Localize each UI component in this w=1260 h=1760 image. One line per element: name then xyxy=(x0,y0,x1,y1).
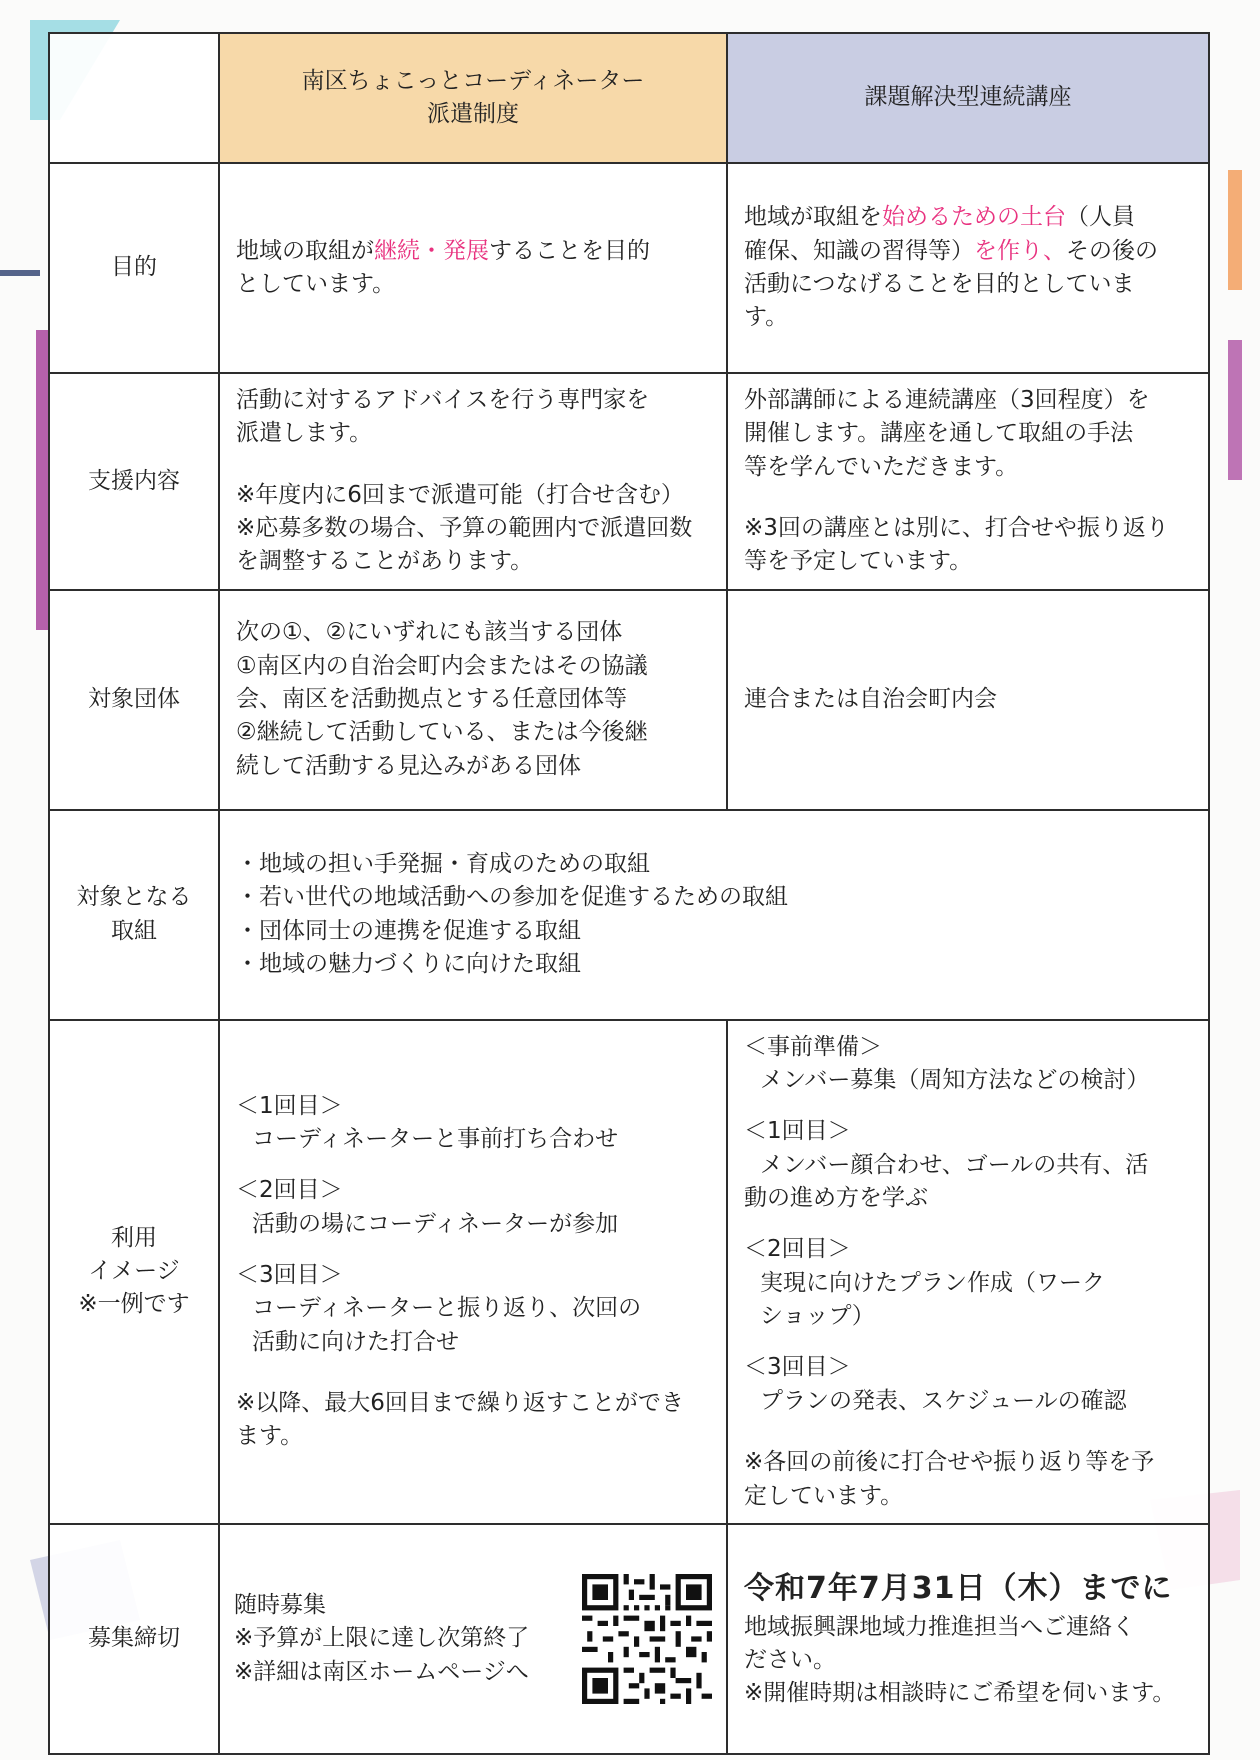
program-comparison-table xyxy=(48,32,1210,1755)
deadline-b-line-3: ※開催時期は相談時にご希望を伺います。 xyxy=(744,1680,1176,1707)
support-a-note-1: ※年度内に6回まで派遣可能（打合せ含む） xyxy=(236,481,684,508)
label-deadline xyxy=(49,1524,219,1754)
label-target-group xyxy=(49,590,219,810)
purpose-a-line-1 xyxy=(236,235,710,268)
qr-code[interactable] xyxy=(582,1574,712,1704)
purpose-b-highlight-2: を作り、 xyxy=(974,237,1066,264)
label-usage-line-1: 利用 xyxy=(111,1224,157,1251)
usage-b-1-title: ＜1回目＞ xyxy=(744,1118,851,1145)
label-purpose xyxy=(49,163,219,373)
target-activity-item-2: ・若い世代の地域活動への参加を促進するための取組 xyxy=(236,884,788,911)
usage-a-note-2: ます。 xyxy=(236,1423,304,1450)
header-serial-lecture xyxy=(727,33,1209,163)
support-a-line-2: 派遣します。 xyxy=(236,420,373,447)
deadline-a-line-1: 随時募集 xyxy=(234,1591,326,1618)
support-coordinator xyxy=(219,373,727,590)
purpose-b-post1: その後の xyxy=(1066,237,1158,264)
target-activity-list xyxy=(219,810,1209,1020)
usage-a-2-line-1: 活動の場にコーディネーターが参加 xyxy=(252,1210,619,1237)
support-a-note-2: ※応募多数の場合、予算の範囲内で派遣回数 xyxy=(236,515,693,542)
purpose-a-pre: 地域の取組が xyxy=(236,237,374,264)
target-group-lecture xyxy=(727,590,1209,810)
label-deadline-text: 募集締切 xyxy=(88,1625,180,1652)
label-support-text: 支援内容 xyxy=(88,467,180,494)
header-a-line-2: 派遣制度 xyxy=(427,101,519,127)
header-empty-cell xyxy=(49,33,219,163)
label-usage xyxy=(49,1020,219,1524)
usage-b-1-line-2: 動の進め方を学ぶ xyxy=(744,1185,928,1212)
deadline-a-line-3: ※詳細は南区ホームページへ xyxy=(234,1658,529,1685)
usage-b-note-2: 定しています。 xyxy=(744,1482,904,1509)
target-group-a-line-5: 続して活動する見込みがある団体 xyxy=(236,752,581,779)
target-activity-item-3: ・団体同士の連携を促進する取組 xyxy=(236,917,581,944)
deadline-b-line-1: 地域振興課地域力推進担当へご連絡く xyxy=(744,1613,1135,1640)
usage-b-0-line-1: メンバー募集（周知方法などの検討） xyxy=(760,1067,1150,1094)
row-usage xyxy=(49,1020,1209,1524)
row-target-group xyxy=(49,590,1209,810)
usage-b-3-line-1: プランの発表、スケジュールの確認 xyxy=(760,1387,1127,1414)
label-target-group-text: 対象団体 xyxy=(88,686,180,713)
purpose-b-mid2: 確保、知識の習得等） xyxy=(744,237,974,264)
header-a-line-1: 南区ちょこっとコーディネーター xyxy=(301,67,645,94)
usage-b-2-line-2: ショップ） xyxy=(760,1303,875,1330)
support-b-line-2: 開催します。講座を通して取組の手法 xyxy=(744,420,1134,447)
support-b-note-1: ※3回の講座とは別に、打合せや振り返り xyxy=(744,515,1169,542)
target-activity-item-4: ・地域の魅力づくりに向けた取組 xyxy=(236,951,581,978)
target-group-coordinator xyxy=(219,590,727,810)
header-b-title: 課題解決型連続講座 xyxy=(864,84,1072,111)
usage-a-3-line-2: 活動に向けた打合せ xyxy=(252,1328,459,1355)
target-group-a-line-1: 次の①、②にいずれにも該当する団体 xyxy=(236,619,623,646)
target-group-a-line-2: ①南区内の自治会町内会またはその協議 xyxy=(236,652,648,679)
target-group-a-line-4: ②継続して活動している、または今後継 xyxy=(236,719,648,746)
usage-a-2-title: ＜2回目＞ xyxy=(236,1177,343,1204)
row-purpose xyxy=(49,163,1209,373)
purpose-b-line-2 xyxy=(744,235,1192,268)
purpose-a-post1: することを目的 xyxy=(489,237,650,264)
usage-b-2-line-1: 実現に向けたプラン作成（ワーク xyxy=(760,1269,1105,1296)
header-coordinator-dispatch xyxy=(219,33,727,163)
usage-b-0-title: ＜事前準備＞ xyxy=(744,1033,882,1060)
usage-lecture xyxy=(727,1020,1209,1524)
label-target-activity-line-2: 取組 xyxy=(111,917,157,944)
usage-b-1-line-1: メンバー顔合わせ、ゴールの共有、活 xyxy=(760,1151,1149,1178)
support-a-line-1: 活動に対するアドバイスを行う専門家を xyxy=(236,387,650,413)
target-group-b: 連合または自治会町内会 xyxy=(744,686,997,713)
usage-a-3-line-1: コーディネーターと振り返り、次回の xyxy=(252,1295,642,1322)
label-purpose-text: 目的 xyxy=(111,254,157,281)
usage-b-3-title: ＜3回目＞ xyxy=(744,1354,851,1381)
purpose-b-pre: 地域が取組を xyxy=(744,204,882,231)
row-deadline xyxy=(49,1524,1209,1754)
support-lecture xyxy=(727,373,1209,590)
row-support xyxy=(49,373,1209,590)
purpose-b-mid1: （人員 xyxy=(1066,204,1135,231)
purpose-b-line-1 xyxy=(744,201,1192,234)
label-usage-line-3: ※一例です xyxy=(78,1291,190,1318)
purpose-b-post2: 活動につなげることを目的としていま xyxy=(744,271,1135,297)
header-row xyxy=(49,33,1209,163)
usage-a-1-title: ＜1回目＞ xyxy=(236,1092,343,1119)
usage-b-note-1: ※各回の前後に打合せや振り返り等を予 xyxy=(744,1449,1155,1476)
deadline-a-text xyxy=(234,1589,529,1689)
target-activity-item-1: ・地域の担い手発掘・育成のための取組 xyxy=(236,851,650,878)
support-b-line-3: 等を学んでいただきます。 xyxy=(744,453,1019,480)
usage-a-1-line-1: コーディネーターと事前打ち合わせ xyxy=(252,1126,619,1153)
label-target-activity xyxy=(49,810,219,1020)
target-group-a-line-3: 会、南区を活動拠点とする任意団体等 xyxy=(236,686,627,713)
purpose-b-post3: す。 xyxy=(744,304,789,331)
purpose-a-highlight: 継続・発展 xyxy=(374,237,489,264)
support-b-note-2: 等を予定しています。 xyxy=(744,548,973,575)
deadline-coordinator xyxy=(219,1524,727,1754)
purpose-a-post2: としています。 xyxy=(236,271,396,297)
deadline-a-line-2: ※予算が上限に達し次第終了 xyxy=(234,1625,530,1652)
row-target-activity xyxy=(49,810,1209,1020)
usage-a-3-title: ＜3回目＞ xyxy=(236,1262,343,1289)
support-a-note-3: を調整することがあります。 xyxy=(236,548,534,575)
deadline-b-line-2: ださい。 xyxy=(744,1646,836,1673)
support-b-line-1: 外部講師による連続講座（3回程度）を xyxy=(744,387,1150,413)
purpose-b-highlight-1: 始めるための土台 xyxy=(882,204,1066,231)
purpose-lecture xyxy=(727,163,1209,373)
usage-a-note-1: ※以降、最大6回目まで繰り返すことができ xyxy=(236,1390,684,1417)
usage-coordinator xyxy=(219,1020,727,1524)
deadline-lecture xyxy=(727,1524,1209,1754)
label-target-activity-line-1: 対象となる xyxy=(76,884,192,911)
deadline-date: 令和7年7月31日（木）までに xyxy=(744,1571,1173,1607)
label-usage-line-2: イメージ xyxy=(88,1258,180,1285)
purpose-coordinator xyxy=(219,163,727,373)
usage-b-2-title: ＜2回目＞ xyxy=(744,1236,851,1263)
label-support xyxy=(49,373,219,590)
